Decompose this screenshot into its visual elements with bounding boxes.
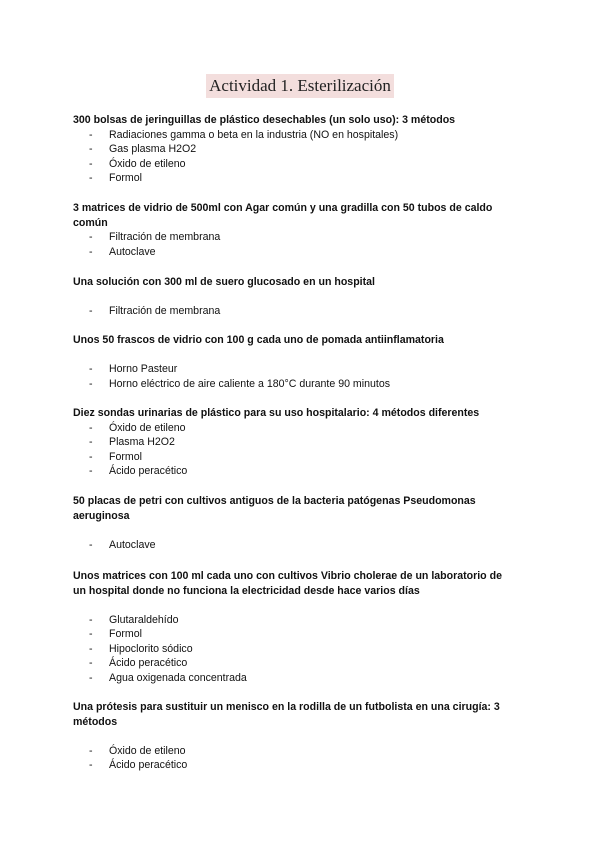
dash-marker: - [89,657,93,670]
method-list [73,421,533,479]
dash-marker: - [89,436,93,449]
section-heading: Una solución con 300 ml de suero glucosado en un hospital [73,276,375,288]
list-item [73,627,533,642]
method-list [73,744,533,773]
list-item [73,758,533,773]
list-item-text: Glutaraldehído [109,613,179,626]
list-item [73,421,533,436]
method-list [73,613,533,686]
section-pomada [73,333,533,391]
dash-marker: - [89,642,93,655]
list-item [73,642,533,657]
list-item [73,435,533,450]
method-list [73,362,533,391]
section-heading-line-1: 50 placas de petri con cultivos antiguos de la bacteria patógenas Pseudomonas [73,495,476,507]
method-list [73,128,533,186]
section-heading-line-2: aeruginosa [73,509,130,522]
dash-marker: - [89,157,93,170]
dash-marker: - [89,128,93,141]
document-title: Actividad 1. Esterilización [206,74,394,98]
list-item [73,464,533,479]
list-item-text: Filtración de membrana [109,231,221,243]
dash-marker: - [89,465,93,478]
dash-marker: - [89,421,93,434]
list-item [73,142,533,157]
dash-marker: - [89,172,93,185]
list-item-text: Ácido peracético [109,657,188,670]
section-placas-petri [73,494,533,552]
list-item [73,450,533,465]
list-item-text: Horno Pasteur [109,363,178,375]
section-protesis-menisco [73,700,533,773]
list-item-text: Formol [109,172,142,185]
section-sondas-urinarias [73,406,533,479]
dash-marker: - [89,628,93,641]
section-heading-line-1: Unos matrices con 100 ml cada uno con cultivos Vibrio cholerae de un laboratorio de [73,570,502,582]
section-heading-line-1: Una prótesis para sustituir un menisco en la rodilla de un futbolista en una cirugía: 3 [73,701,500,713]
list-item-text: Óxido de etileno [109,157,186,170]
list-item-text: Óxido de etileno [109,744,186,757]
list-item [73,245,533,260]
list-item [73,613,533,628]
list-item-text: Autoclave [109,245,156,258]
list-item [73,671,533,686]
method-list [73,230,533,259]
section-heading: 300 bolsas de jeringuillas de plástico desechables (un solo uso): 3 métodos [73,114,456,126]
dash-marker: - [89,305,93,317]
section-suero-glucosado [73,275,533,319]
list-item-text: Formol [109,450,142,463]
section-heading: Diez sondas urinarias de plástico para su uso hospitalario: 4 métodos diferentes [73,407,480,419]
section-jeringuillas [73,113,533,186]
list-item [73,377,533,392]
list-item-text: Formol [109,628,142,641]
list-item [73,128,533,143]
list-item-text: Ácido peracético [109,759,188,772]
list-item [73,656,533,671]
list-item-text: Gas plasma H2O2 [109,143,197,156]
list-item [73,157,533,172]
section-matrices-vidrio [73,201,533,259]
dash-marker: - [89,450,93,463]
section-heading-line-2: común [73,216,108,229]
list-item [73,744,533,759]
section-heading-line-2: un hospital donde no funciona la electricidad desde hace varios días [73,584,420,597]
list-item [73,538,533,553]
section-heading: Unos 50 frascos de vidrio con 100 g cada uno de pomada antiinflamatoria [73,334,444,346]
title-container [0,74,600,98]
section-heading-line-1: 3 matrices de vidrio de 500ml con Agar común y una gradilla con 50 tubos de caldo [73,202,493,214]
dash-marker: - [89,744,93,757]
list-item-text: Hipoclorito sódico [109,642,193,655]
list-item [73,304,533,319]
list-item [73,230,533,245]
list-item [73,171,533,186]
dash-marker: - [89,759,93,772]
list-item [73,362,533,377]
list-item-text: Autoclave [109,538,156,551]
dash-marker: - [89,538,93,551]
section-vibrio-cholerae [73,569,533,685]
method-list [73,538,533,553]
dash-marker: - [89,231,93,243]
dash-marker: - [89,671,93,684]
list-item-text: Horno eléctrico de aire caliente a 180°C durante 90 minutos [109,377,391,390]
dash-marker: - [89,377,93,390]
dash-marker: - [89,613,93,626]
dash-marker: - [89,143,93,156]
list-item-text: Agua oxigenada concentrada [109,671,247,684]
section-heading-line-2: métodos [73,715,118,728]
list-item-text: Óxido de etileno [109,421,186,434]
method-list [73,304,533,319]
list-item-text: Plasma H2O2 [109,436,175,449]
dash-marker: - [89,245,93,258]
list-item-text: Radiaciones gamma o beta en la industria (NO en hospitales) [109,128,399,141]
list-item-text: Filtración de membrana [109,305,221,317]
dash-marker: - [89,363,93,375]
list-item-text: Ácido peracético [109,465,188,478]
